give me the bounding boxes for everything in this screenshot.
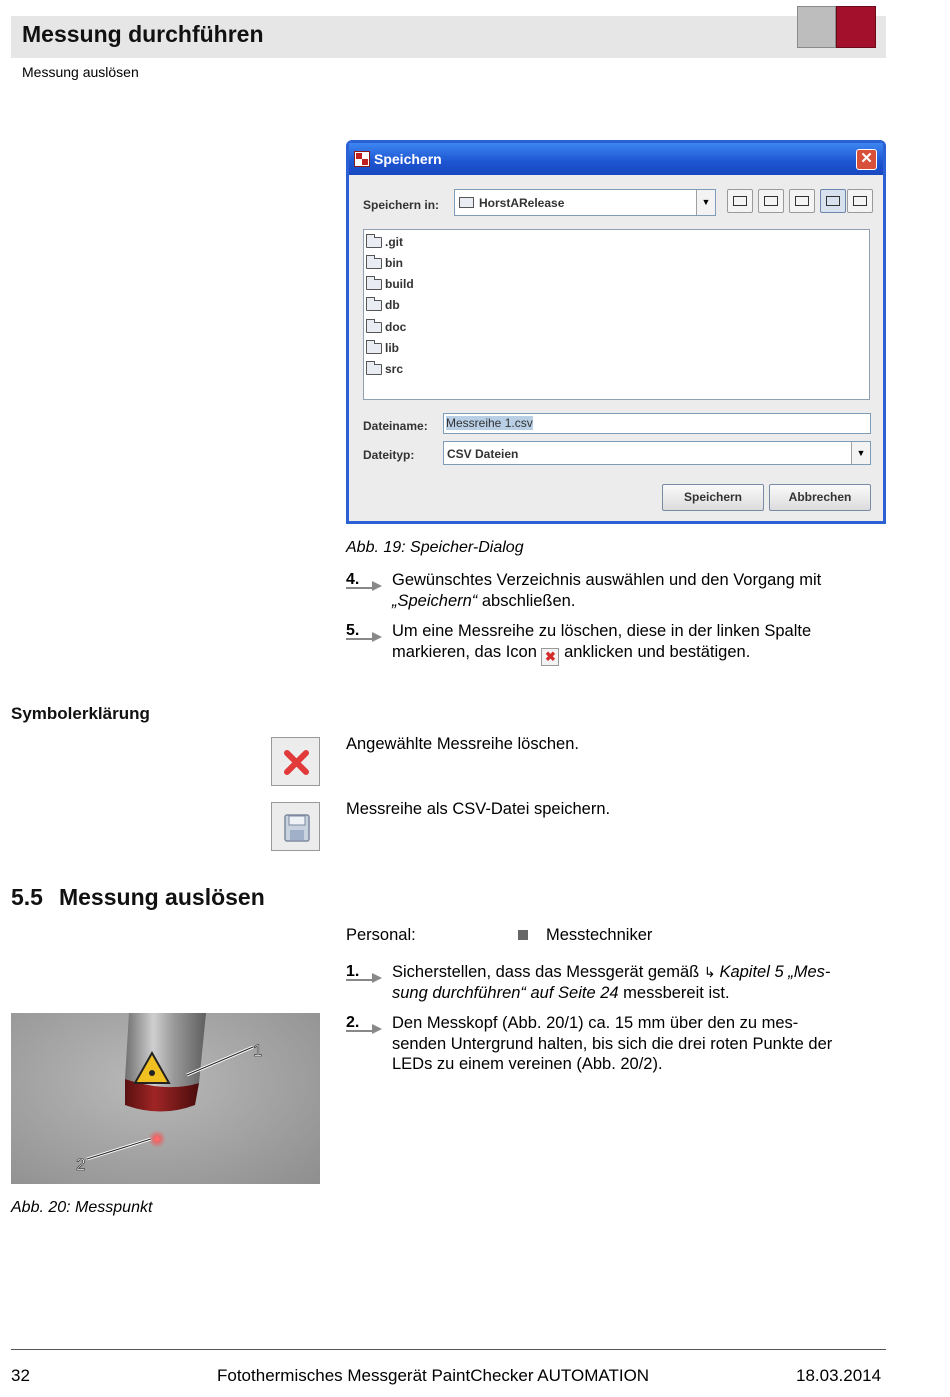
file-list[interactable] [363, 229, 870, 400]
folder-icon [366, 300, 382, 311]
step-arrow-icon [346, 969, 382, 983]
callout-2: 2 [76, 1155, 86, 1174]
save-in-label: Speichern in: [363, 198, 440, 212]
list-item[interactable]: doc [366, 320, 406, 336]
list-item[interactable]: lib [366, 341, 399, 357]
save-in-combo[interactable] [454, 189, 716, 216]
list-item[interactable]: bin [366, 256, 403, 272]
app-icon [354, 151, 370, 167]
step-number: 2. [346, 1014, 360, 1031]
page-title: Messung durchführen [22, 21, 264, 47]
personnel-value: Messtechniker [546, 926, 653, 944]
callout-1: 1 [253, 1041, 263, 1060]
step-arrow-icon [346, 577, 382, 591]
save-in-value: HorstARelease [479, 196, 565, 210]
dialog-body [349, 175, 883, 521]
chevron-down-icon[interactable]: ▼ [851, 442, 870, 464]
step-arrow-icon [346, 1020, 382, 1034]
folder-icon [459, 197, 474, 208]
dialog-title: Speichern [374, 151, 442, 167]
dialog-titlebar [349, 143, 883, 175]
step-arrow-icon [346, 628, 382, 642]
details-view-icon[interactable] [847, 189, 873, 213]
bullet-icon [518, 930, 528, 940]
delete-icon [271, 737, 320, 786]
list-item[interactable]: src [366, 362, 403, 378]
up-folder-icon[interactable] [727, 189, 753, 213]
cross-reference-link[interactable]: Kapitel 5 „Mes- [719, 963, 831, 981]
step-text: Gewünschtes Verzeichnis auswählen und den Vorgang mit „Speichern“ abschließen. [392, 571, 822, 610]
step-number: 1. [346, 963, 360, 980]
personnel-label: Personal: [346, 926, 416, 944]
list-item[interactable]: build [366, 277, 414, 293]
link-arrow-icon: ↳ [703, 964, 720, 980]
step-number: 5. [346, 622, 360, 639]
filetype-label: Dateityp: [363, 448, 415, 462]
save-icon [271, 802, 320, 851]
close-icon[interactable]: ✕ [856, 149, 877, 170]
symbol-description: Angewählte Messreihe löschen. [346, 735, 579, 753]
folder-icon [366, 343, 382, 354]
step-text: Sicherstellen, dass das Messgerät gemäß ↳ Kapitel 5 „Mes- sung durchführen“ auf Seite 24 messbereit ist. [392, 963, 831, 1002]
save-button[interactable]: Speichern [662, 484, 764, 511]
grey-square-icon [797, 6, 836, 48]
section-heading: 5.5 Messung auslösen [11, 884, 265, 910]
measuring-head-photo [11, 1013, 320, 1184]
folder-icon [366, 279, 382, 290]
new-folder-icon[interactable] [789, 189, 815, 213]
list-item[interactable]: .git [366, 235, 403, 251]
folder-icon [366, 237, 382, 248]
filename-label: Dateiname: [363, 419, 428, 433]
figure-caption: Abb. 19: Speicher-Dialog [346, 539, 524, 556]
page-number: 32 [11, 1366, 30, 1385]
footer-title: Fotothermisches Messgerät PaintChecker AUTOMATION [217, 1366, 650, 1385]
save-dialog [346, 140, 886, 524]
footer-date: 18.03.2014 [796, 1366, 882, 1385]
red-square-icon [836, 6, 876, 48]
folder-icon [366, 364, 382, 375]
list-item[interactable]: db [366, 298, 400, 314]
step-text: Um eine Messreihe zu löschen, diese in der linken Spalte markieren, das Icon ✖ anklicken und bestätigen. [392, 622, 812, 664]
cross-reference-link[interactable]: sung durchführen“ auf Seite 24 [392, 983, 619, 1002]
symbols-heading: Symbolerklärung [11, 704, 150, 723]
filename-field[interactable]: Messreihe 1.csv [443, 413, 871, 434]
delete-icon: ✖ [541, 648, 559, 666]
chevron-down-icon[interactable]: ▼ [696, 190, 715, 215]
folder-icon [366, 322, 382, 333]
page-subtitle: Messung auslösen [22, 64, 139, 80]
step-number: 4. [346, 571, 360, 588]
figure-caption: Abb. 20: Messpunkt [11, 1199, 153, 1216]
step-text: Den Messkopf (Abb. 20/1) ca. 15 mm über den zu mes- senden Untergrund halten, bis sich die drei roten Punkte der LEDs zu einem vereinen (Abb. 20/2). [392, 1014, 833, 1073]
cancel-button[interactable]: Abbrechen [769, 484, 871, 511]
symbol-description: Messreihe als CSV-Datei speichern. [346, 800, 611, 818]
filetype-combo[interactable] [443, 441, 871, 465]
footer-divider [11, 1349, 886, 1350]
list-view-icon[interactable] [820, 189, 846, 213]
filetype-value: CSV Dateien [447, 447, 519, 461]
home-icon[interactable] [758, 189, 784, 213]
folder-icon [366, 258, 382, 269]
